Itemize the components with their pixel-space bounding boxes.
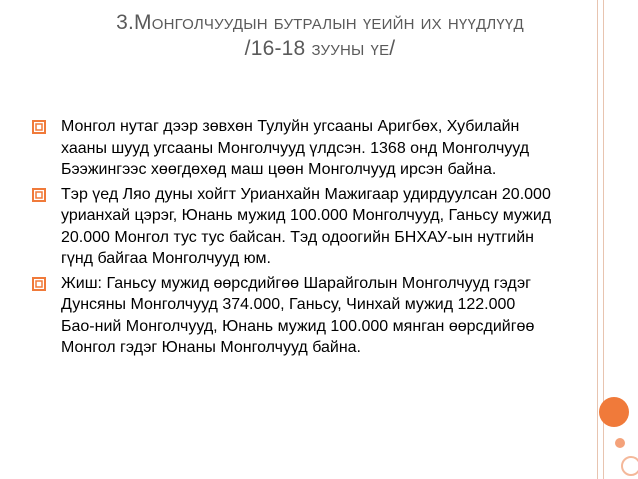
frame-line-left xyxy=(597,0,598,479)
bullet-item xyxy=(32,184,552,270)
decorative-circle-small xyxy=(615,438,625,448)
square-bullet-icon xyxy=(32,277,46,291)
title-line-2: /16-18 зууны үе/ xyxy=(244,37,396,60)
bullet-text: Монгол нутаг дээр зөвхөн Тулуйн угсааны Аригбөх, Хубилайн хааны шууд угсааны Монголчууд үлдсэн. 1368 онд Монголчууд Бээжингээс хөөгдөхөд маш цөөн Монголчууд ирсэн байна. xyxy=(61,118,530,178)
decorative-circle-outline xyxy=(621,456,638,476)
decorative-circle-orange xyxy=(599,397,629,427)
bullet-text: Тэр үед Ляо дуны хойгт Урианхайн Мажигаар удирдуулсан 20.000 урианхай цэрэг, Юнань мужид 100.000 Монголчууд, Ганьсу мужид 20.000 Монгол тус тус байсан. Тэд одоогийн БНХАУ-ын нутгийн гүнд байгаа Монголчууд юм. xyxy=(61,185,552,267)
square-bullet-icon xyxy=(32,188,46,202)
bullet-item xyxy=(32,273,552,359)
bullet-item xyxy=(32,116,552,181)
slide-title xyxy=(20,10,620,62)
bullet-text: Жиш: Ганьсу мужид өөрсдийгөө Шарайголын Монголчууд гэдэг Дунсяны Монголчууд 374.000, Ганьсу, Чинхай мужид 122.000 Бао-ний Монголчууд, Юнань мужид 100.000 мянган өөрсдийгөө Монгол гэдэг Юнаны Монголчууд байна. xyxy=(61,274,535,356)
bullet-list xyxy=(32,116,552,362)
square-bullet-icon xyxy=(32,120,46,134)
title-line-1: 3.Монголчуудын бутралын үеийн их нүүдлүүд xyxy=(116,11,524,34)
